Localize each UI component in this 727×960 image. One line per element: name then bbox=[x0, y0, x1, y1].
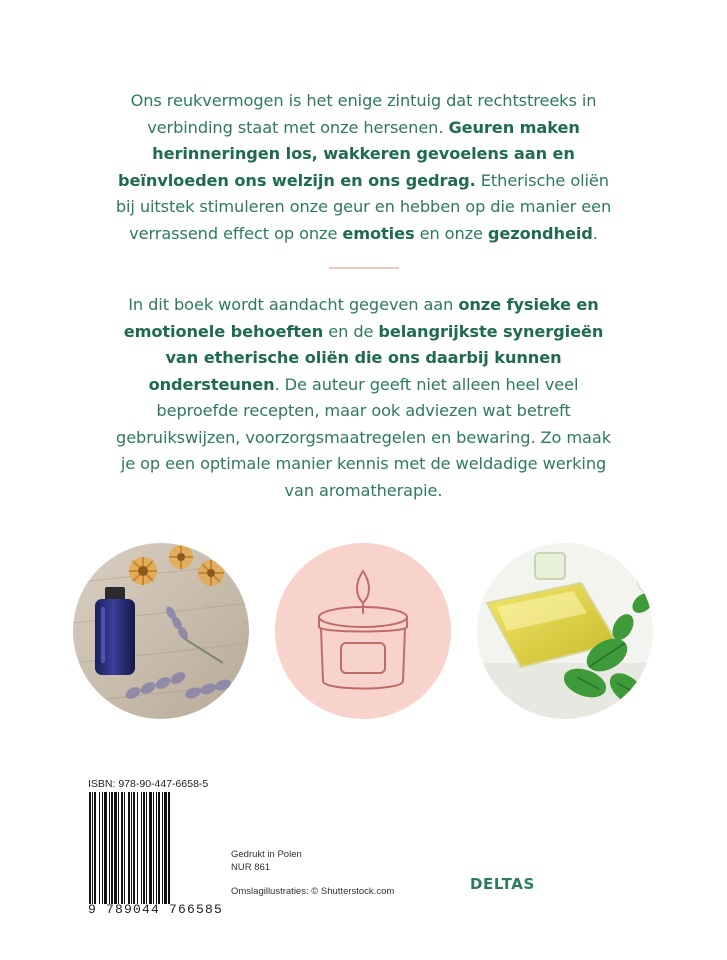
intro-bold-text: Geuren maken herinneringen los, wakkeren gevoelens aan en beïnvloeden ons welzijn en ons gedrag. bbox=[118, 117, 580, 190]
intro-bold-text: emoties bbox=[342, 223, 415, 243]
candle-illustration bbox=[275, 543, 451, 719]
intro-text: . bbox=[592, 223, 598, 243]
intro-bold-text: gezondheid bbox=[487, 223, 593, 243]
publisher-logo: DELTAS bbox=[470, 875, 535, 893]
intro-text: Ons reukvermogen is het enige zintuig dat rechtstreeks in verbinding staat met onze hersenen. bbox=[130, 91, 597, 137]
intro-text: en onze bbox=[414, 223, 488, 243]
intro-paragraph bbox=[110, 88, 617, 247]
essential-oil-photo bbox=[73, 543, 249, 719]
body-text: In dit boek wordt aandacht gegeven aan bbox=[128, 295, 459, 314]
barcode-digits: 9 789044 766585 bbox=[88, 902, 224, 917]
body-text: . De auteur geeft niet alleen heel veel beproefde recepten, maar ook adviezen wat betreft gebruikswijzen, voorzorgsmaatregelen en bewaring. Zo maak je op een optimale manier kennis met de weldadige werking van aromatherapie. bbox=[116, 374, 611, 500]
candle-jar-icon bbox=[275, 543, 451, 719]
intro-text: Etherische oliën bij uitstek stimuleren onze geur en hebben op die manier een verrassend effect op onze bbox=[115, 170, 612, 243]
printed-in: Gedrukt in Polen bbox=[231, 849, 302, 860]
section-divider bbox=[329, 267, 399, 269]
body-paragraph bbox=[110, 292, 617, 504]
body-text: en de bbox=[323, 321, 379, 341]
isbn-text: ISBN: 978-90-447-6658-5 bbox=[88, 778, 209, 790]
cover-credit: Omslagillustraties: © Shutterstock.com bbox=[231, 886, 395, 897]
imprint bbox=[231, 848, 394, 898]
barcode bbox=[88, 792, 220, 904]
body-bold-text: belangrijkste synergieën van etherische oliën die ons daarbij kunnen ondersteunen bbox=[148, 321, 604, 394]
oil-bottle-photo bbox=[477, 543, 653, 719]
body-bold-text: onze fysieke en emotionele behoeften bbox=[123, 295, 599, 341]
nur-code: NUR 861 bbox=[231, 862, 271, 873]
barcode-block bbox=[88, 778, 224, 917]
